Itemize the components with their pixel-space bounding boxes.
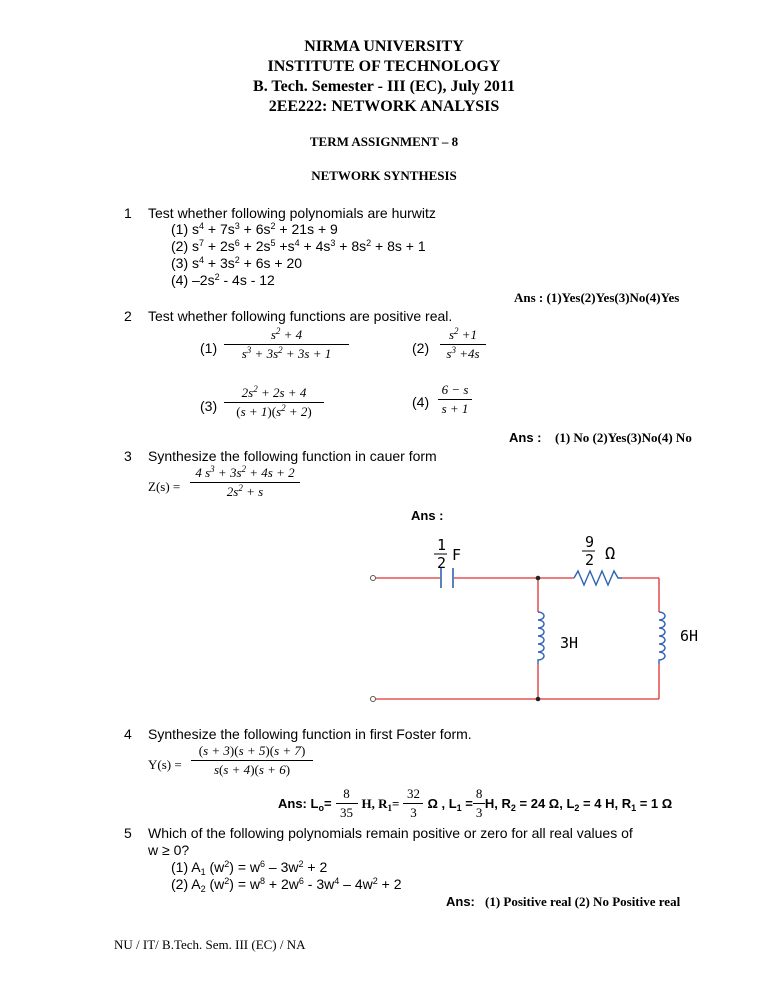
inductor-3h-label: 3H [560,634,579,652]
q3-number: 3 [124,448,132,464]
q4-ys-label: Y(s) = [148,757,182,772]
q5-answer: (1) Positive real (2) No Positive real [485,894,681,909]
svg-text:2: 2 [585,551,595,569]
institute-title: INSTITUTE OF TECHNOLOGY [267,58,501,75]
q2-answer-label: Ans : [509,430,542,445]
q3-fraction: $\frac{4 s^3 + 3s^2 + 4s + 2}{2s^2 + s}$ [190,465,300,500]
q5-text-line1: Which of the following polynomials remain positive or zero for all real values of [148,825,633,841]
junction-top [536,576,541,581]
assignment-title: TERM ASSIGNMENT – 8 [309,134,459,149]
course-title: 2EE222: NETWORK ANALYSIS [268,98,500,115]
q4-answer: Ans: $L_o=$ $\frac{8}{35}$ H, $R_1=$ $\frac{32}{3}$ Ω , $L_1$ = $\frac{8}{3}$ H, $R_2 = 24$ Ω, $L_2 = 4$ H, $R_1 = 1$ Ω [278,786,673,820]
q2-label-2: (2) [412,340,430,356]
q2-fraction-4: $\frac{6 - s}{s + 1}$ [438,382,472,417]
q1-poly-3: (3) $s^4 + 3s^2 + 6s + 20$ [171,255,303,271]
q2-fraction-2: $\frac{s^2 +1}{s^3 +4s}$ [440,327,486,362]
resistor-value [582,533,595,569]
q2-answer: (1) No (2)Yes(3)No(4) No [555,430,692,445]
q3-answer-label: Ans : [411,508,444,523]
inductor-6h [659,612,665,664]
q4-text: Synthesize the following function in first Foster form. [148,726,472,742]
q2-label-4: (4) [412,394,430,410]
terminal-bottom [371,697,376,702]
q1-poly-1: (1) $s^4 + 7s^3 + 6s^2 + 21s + 9$ [171,221,338,237]
q2-label-3: (3) [200,398,218,414]
svg-text:1: 1 [437,536,447,554]
q5-poly-2: (2) $A_2$ $(w^2) = w^8 + 2w^6 - 3w^4 - 4w^2 + 2$ [171,876,402,894]
q5-text-line2: w ≥ 0? [148,842,190,858]
q2-text: Test whether following functions are positive real. [148,308,453,324]
q4-number: 4 [124,726,132,742]
resistor [574,571,622,585]
q1-poly-2: (2) $s^7 + 2s^6 + 2s^5 +s^4 + 4s^3 + 8s^2 + 8s + 1$ [171,238,426,254]
junction-bottom [536,697,541,702]
q2-label-1: (1) [200,340,218,356]
footer: NU / IT/ B.Tech. Sem. III (EC) / NA [114,937,306,952]
q1-answer: Ans : (1)Yes(2)Yes(3)No(4)Yes [514,290,680,305]
q1-text: Test whether following polynomials are hurwitz [148,205,436,221]
svg-text:9: 9 [585,533,595,551]
capacitor-unit: F [452,546,462,564]
inductor-6h-label: 6H [680,627,699,645]
svg-text:2: 2 [437,554,447,572]
q2-fraction-3: $\frac{2s^2 + 2s + 4}{(s + 1)(s^2 + 2)}$ [224,385,324,420]
q1-poly-4: (4) $-2s^2 - 4s - 12$ [171,272,275,288]
resistor-unit: Ω [605,544,616,564]
q5-poly-1: (1) $A_1$ $(w^2) = w^6 - 3w^2 + 2$ [171,859,328,877]
q2-fraction-1: $\frac{s^2 + 4}{s^3 + 3s^2 + 3s + 1}$ [224,327,349,362]
topic-title: NETWORK SYNTHESIS [311,168,457,183]
q5-number: 5 [124,825,132,841]
inductor-3h [538,612,544,664]
q3-zs-label: Z(s) = [148,479,181,494]
q4-fraction: $\frac{(s + 3)(s + 5)(s + 7)}{s(s + 4)(s + 6)}$ [191,743,313,778]
q3-text: Synthesize the following function in cauer form [148,448,437,464]
terminal-top [371,576,376,581]
q2-number: 2 [124,308,132,324]
university-title: NIRMA UNIVERSITY [304,38,464,55]
q1-number: 1 [124,205,132,221]
q5-answer-label: Ans: [446,894,475,909]
semester-title: B. Tech. Semester - III (EC), July 2011 [253,78,515,95]
capacitor-value [434,536,447,572]
